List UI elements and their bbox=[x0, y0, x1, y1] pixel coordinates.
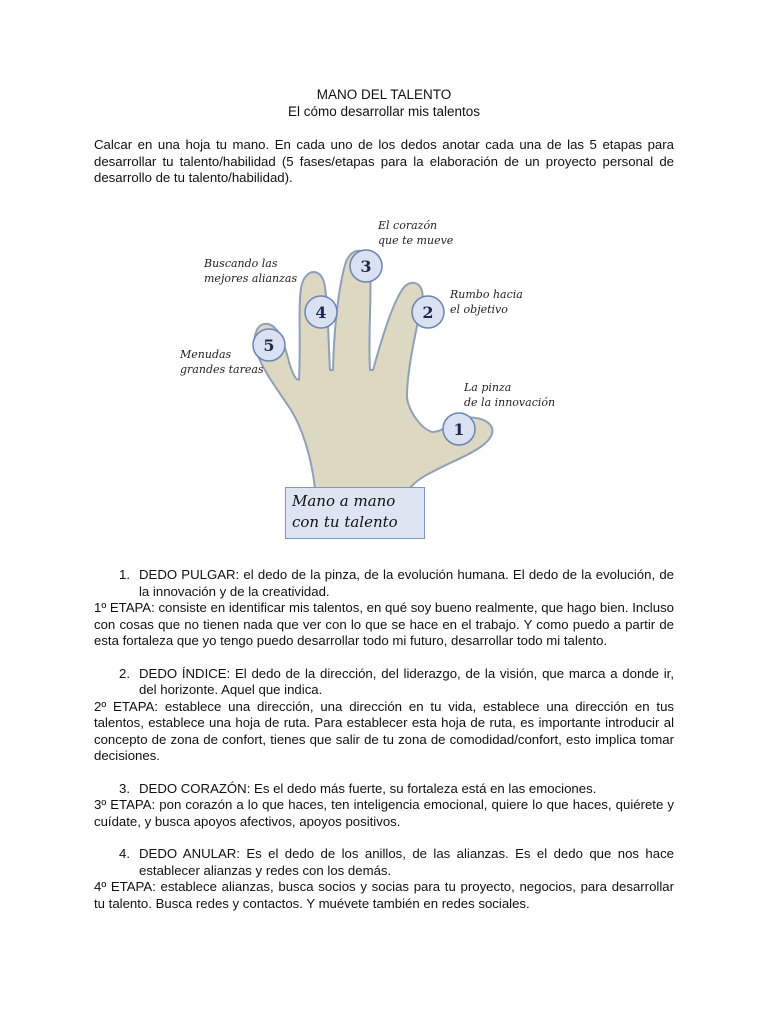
hand-figure bbox=[170, 210, 570, 545]
thumb-label: La pinza de la innovación bbox=[464, 381, 556, 409]
finger-circle-4 bbox=[305, 296, 337, 328]
list-item bbox=[94, 567, 674, 650]
index-label: Rumbo hacia el objetivo bbox=[450, 288, 523, 316]
finger-number-1: 1 bbox=[453, 420, 465, 439]
item-heading-row bbox=[94, 781, 674, 798]
list-item bbox=[94, 781, 674, 831]
item-heading: DEDO ANULAR: Es el dedo de los anillos, de las alianzas. Es el dedo que nos hace establecer alianzas y redes con los demás. bbox=[139, 846, 674, 878]
finger-list bbox=[94, 567, 674, 928]
item-heading-row bbox=[94, 666, 674, 699]
item-heading: DEDO CORAZÓN: Es el dedo más fuerte, su fortaleza está en las emociones. bbox=[139, 780, 597, 796]
ring-label: Buscando las mejores alianzas bbox=[204, 257, 298, 285]
middle-label: El corazón que te mueve bbox=[378, 219, 454, 247]
item-number: 4. bbox=[119, 846, 130, 861]
item-number: 2. bbox=[119, 665, 130, 681]
item-number: 1. bbox=[119, 567, 130, 582]
item-heading-row bbox=[94, 567, 674, 600]
finger-number-3: 3 bbox=[360, 257, 372, 276]
list-item bbox=[94, 846, 674, 912]
document-subtitle: El cómo desarrollar mis talentos bbox=[287, 104, 481, 119]
item-body: 2º ETAPA: establece una dirección, una dirección en tu vida, establece una dirección en tus talentos, establece una hoja de ruta. Para establecer esta hoja de ruta, es importante introducir al concepto de zona de confort, tienes que salir de tu zona de comodidad/confort, esto implica tomar decisiones. bbox=[94, 698, 674, 763]
caption-box: Mano a mano con tu talento bbox=[285, 487, 425, 539]
finger-circle-2 bbox=[412, 296, 444, 328]
item-body: 3º ETAPA: pon corazón a lo que haces, ten inteligencia emocional, quiere lo que haces, quiérete y cuídate, y busca apoyos afectivos, apoyos positivos. bbox=[94, 797, 674, 829]
finger-circle-3 bbox=[350, 250, 382, 282]
item-heading-row bbox=[94, 846, 674, 879]
list-item bbox=[94, 666, 674, 765]
item-body: 4º ETAPA: establece alianzas, busca socios y socias para tu proyecto, negocios, para desarrollar tu talento. Busca redes y contactos. Y muévete también en redes sociales. bbox=[94, 879, 674, 911]
item-heading: DEDO PULGAR: el dedo de la pinza, de la evolución humana. El dedo de la evolución, de la innovación y de la creatividad. bbox=[139, 567, 674, 599]
intro-paragraph: Calcar en una hoja tu mano. En cada uno de los dedos anotar cada una de las 5 etapas para desarrollar tu talento/habilidad (5 fases/etapas para la elaboración de un proyecto personal de desarrollo de tu talento/habilidad). bbox=[94, 137, 674, 185]
finger-number-2: 2 bbox=[422, 303, 434, 322]
item-heading: DEDO ÍNDICE: El dedo de la dirección, del liderazgo, de la visión, que marca a donde ir, del horizonte. Aquel que indica. bbox=[139, 665, 674, 697]
pinky-label: Menudas grandes tareas bbox=[180, 348, 264, 376]
item-body: 1º ETAPA: consiste en identificar mis talentos, en qué soy bueno realmente, que hago bien. Incluso con cosas que no tienen nada que ver con lo que se hace en el trabajo. Y como puedo a partir de esta fortaleza que yo tengo puedo desarrollar todo mi futuro, desarrollar todo mi talento. bbox=[94, 600, 674, 648]
finger-number-4: 4 bbox=[315, 303, 327, 322]
finger-circle-1 bbox=[443, 413, 475, 445]
finger-number-5: 5 bbox=[263, 336, 275, 355]
item-number: 3. bbox=[119, 780, 130, 796]
title-block bbox=[0, 86, 768, 120]
document-title: MANO DEL TALENTO bbox=[316, 87, 452, 102]
